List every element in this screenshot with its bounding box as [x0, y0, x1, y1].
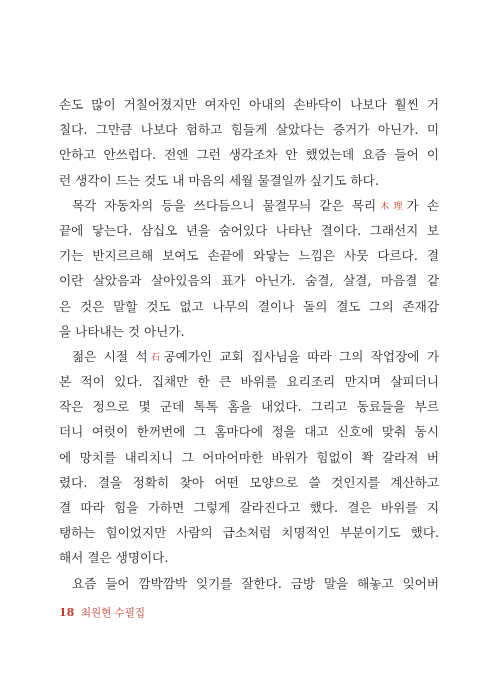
- text-line: 더니 여럿이 한꺼번에 그 홈마다에 정을 대고 신호에 맞춰 동시: [59, 424, 439, 440]
- text-line: 탱하는 힘이었지만 사람의 급소처럼 치명적인 부분이기도 했다.: [59, 525, 439, 541]
- text-line: 결 따라 힘을 가하면 그렇게 갈라진다고 했다. 결은 바위를 지: [59, 500, 439, 515]
- text-line: 끝에 닿는다. 삼십오 년을 숨어있다 나타난 결이다. 그래선지 보: [59, 222, 439, 238]
- text-line: 은 것은 말할 것도 없고 나무의 결이나 돌의 결도 그의 존재감: [59, 298, 439, 314]
- text-line: 이란 살았음과 살아있음의 표가 아닌가. 숨결, 살결, 마음결 같: [59, 273, 439, 289]
- text-segment: 목각 자동차의 등을 쓰다듬으니 물결무늬 같은 목리: [72, 197, 377, 213]
- text-segment: 젊은 시절 석: [72, 348, 148, 364]
- text-line: 요즘 들어 깜박깜박 잊기를 잘한다. 금방 말을 해놓고 잊어버: [72, 575, 439, 591]
- text-line: 에 망치를 내리치니 그 어마어마한 바위가 힘없이 쫙 갈라져 버: [59, 449, 439, 465]
- text-line: 손도 많이 거칠어졌지만 여자인 아내의 손바닥이 나보다 훨씬 거: [59, 97, 439, 112]
- text-segment: 공예가인 교회 집사님을 따라 그의 작업장에 가: [163, 348, 439, 364]
- text-line: 렸다. 결을 정확히 찾아 어떤 모양으로 쓸 것인지를 계산하고: [59, 474, 439, 490]
- page-number: 18: [59, 606, 75, 619]
- text-line: 작은 정으로 몇 군데 톡톡 홈을 내었다. 그리고 동료들을 부르: [59, 399, 439, 415]
- book-title: 최원현 수필집: [80, 607, 146, 619]
- hanja-annotation: 木理: [376, 201, 407, 212]
- text-line: 기는 반지르르해 보여도 손끝에 와닿는 느낌은 사뭇 다르다. 결: [59, 248, 439, 264]
- text-line: 해서 결은 생명이다.: [59, 550, 169, 566]
- text-line: 안하고 안쓰럽다. 전엔 그런 생각조차 안 했었는데 요즘 들어 이: [59, 147, 439, 163]
- text-line: [59, 193, 439, 218]
- text-line: 본 적이 있다. 집채만 한 큰 바위를 요리조리 만지며 살피더니: [59, 374, 439, 390]
- text-line: [59, 344, 439, 369]
- page-footer: [59, 605, 145, 620]
- text-line: 칠다. 그만큼 나보다 험하고 힘들게 살았다는 증거가 아닌가. 미: [59, 122, 439, 138]
- text-line: 런 생각이 드는 것도 내 마음의 세월 물결일까 싶기도 하다.: [59, 172, 379, 188]
- text-line: 을 나타내는 것 아닌가.: [59, 323, 185, 339]
- body-text: [59, 92, 439, 596]
- text-segment: 가 손: [406, 197, 439, 213]
- hanja-annotation: 石: [147, 352, 164, 363]
